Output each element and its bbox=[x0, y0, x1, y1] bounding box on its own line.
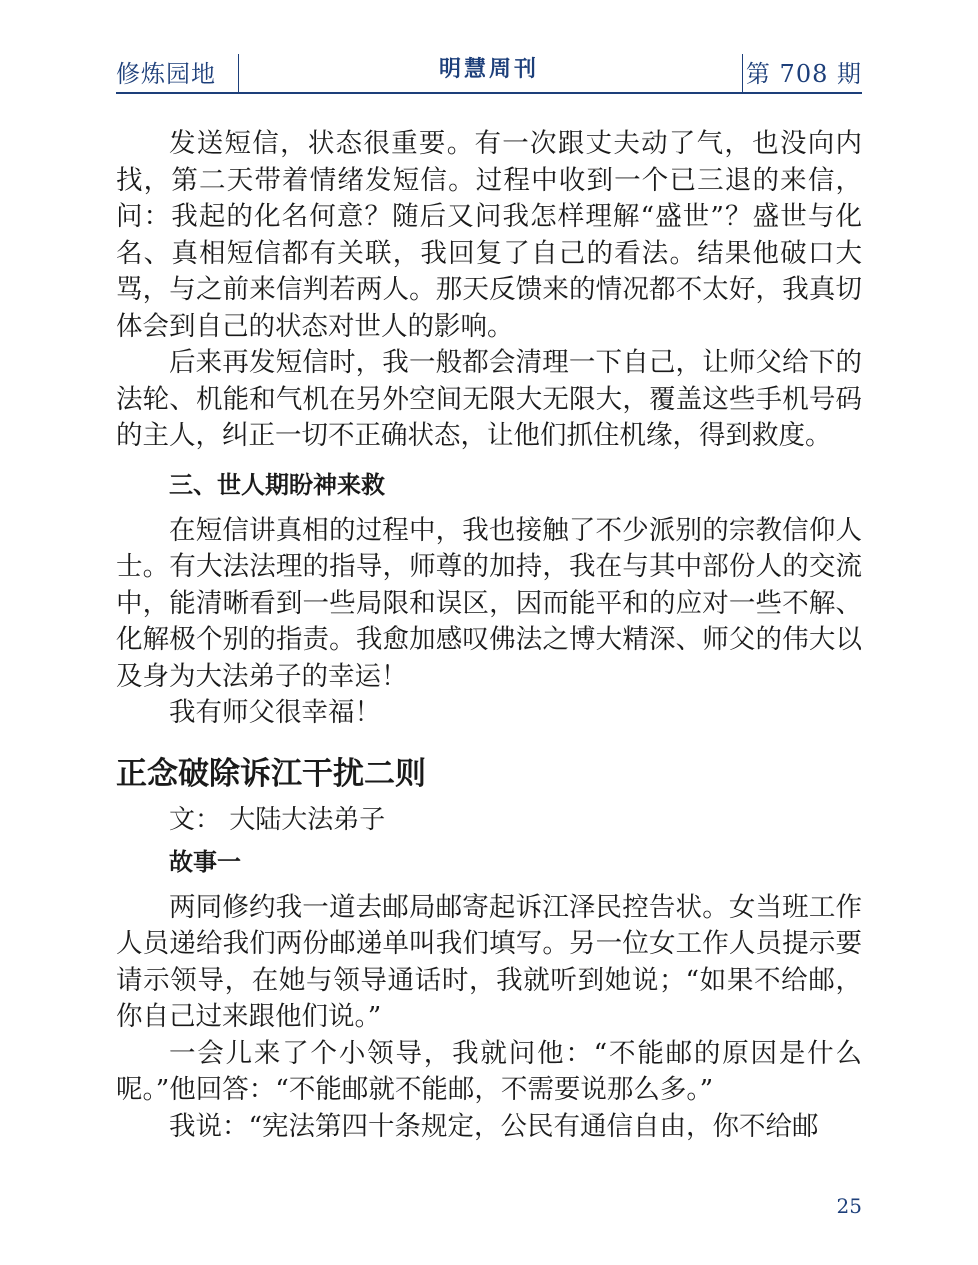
header-divider-right bbox=[742, 54, 743, 92]
body-paragraph: 两同修约我一道去邮局邮寄起诉江泽民控告状。女当班工作人员递给我们两份邮递单叫我们填写。另一位女工作人员提示要请示领导，在她与领导通话时，我就听到她说；“如果不给邮，你自己过来跟他们说。” bbox=[116, 891, 862, 1032]
story-heading: 故事一 bbox=[169, 847, 241, 876]
section-heading: 三、世人期盼神来救 bbox=[169, 470, 385, 499]
body-paragraph: 后来再发短信时，我一般都会清理一下自己，让师父给下的法轮、机能和气机在另外空间无限大无限大，覆盖这些手机号码的主人，纠正一切不正确状态，让他们抓住机缘，得到救度。 bbox=[116, 347, 862, 451]
section-label: 修炼园地 bbox=[116, 60, 216, 88]
issue-number: 第 708 期 bbox=[745, 60, 862, 88]
body-paragraph: 在短信讲真相的过程中，我也接触了不少派别的宗教信仰人士。有大法法理的指导，师尊的加持，我在与其中部份人的交流中，能清晰看到一些局限和误区，因而能平和的应对一些不解、化解极个别的指责。我愈加感叹佛法之博大精深、师父的伟大以及身为大法弟子的幸运！ bbox=[116, 514, 862, 692]
publication-title: 明慧周刊 bbox=[438, 57, 539, 82]
body-paragraph: 我有师父很幸福！ bbox=[169, 697, 381, 728]
page-header bbox=[116, 48, 862, 94]
body-paragraph: 发送短信，状态很重要。有一次跟丈夫动了气，也没向内找，第二天带着情绪发短信。过程中收到一个已三退的来信，问：我起的化名何意？随后又问我怎样理解“盛世”？盛世与化名、真相短信都有关联，我回复了自己的看法。结果他破口大骂，与之前来信判若两人。那天反馈来的情况都不太好，我真切体会到自己的状态对世人的影响。 bbox=[116, 128, 862, 342]
article-title: 正念破除诉江干扰二则 bbox=[116, 755, 426, 792]
body-paragraph: 我说：“宪法第四十条规定，公民有通信自由，你不给邮 bbox=[169, 1110, 819, 1142]
page-number: 25 bbox=[836, 1194, 862, 1218]
page-body bbox=[116, 126, 862, 1145]
article-byline: 文： 大陆大法弟子 bbox=[169, 804, 386, 835]
body-paragraph: 一会儿来了个小领导，我就问他：“不能邮的原因是什么呢。”他回答：“不能邮就不能邮，不需要说那么多。” bbox=[116, 1037, 862, 1105]
